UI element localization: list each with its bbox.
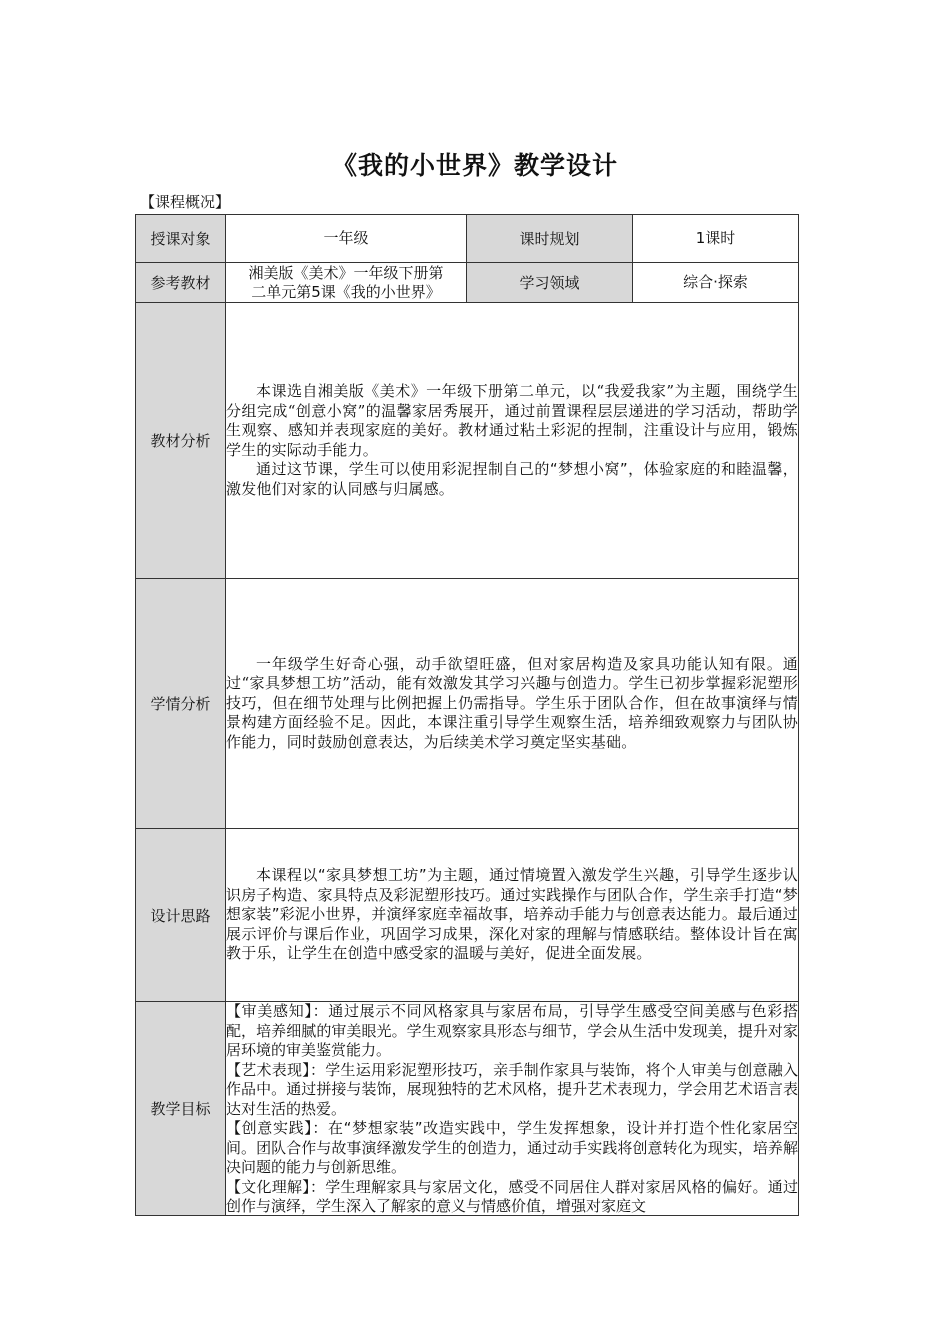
textbook-analysis-para1: 本课选自湘美版《美术》一年级下册第二单元，以“我爱我家”为主题，围绕学生分组完成“创意小窝”的温馨家居秀展开，通过前置课程层层递进的学习活动，帮助学生观察、感知并表现家庭的美好。教材通过粘土彩泥的捏制，注重设计与应用，锻炼学生的实际动手能力。	[226, 382, 798, 459]
goal-aesthetic: 【审美感知】：通过展示不同风格家具与家居布局，引导学生感受空间美感与色彩搭配，培养细腻的审美眼光。学生观察家具形态与细节，学会从生活中发现美，提升对家居环境的审美鉴赏能力。	[226, 1002, 798, 1059]
table-row	[136, 303, 799, 579]
goal-cultural-understanding: 【文化理解】：学生理解家具与家居文化，感受不同居住人群对家居风格的偏好。通过创作与演绎，学生深入了解家的意义与情感价值，增强对家庭文	[226, 1177, 798, 1215]
table-row	[136, 579, 799, 829]
textbook-value	[226, 263, 467, 303]
learner-analysis-content	[226, 579, 799, 829]
teaching-goals-content	[226, 1002, 799, 1216]
table-row	[136, 829, 799, 1002]
textbook-analysis-label: 教材分析	[136, 303, 226, 579]
duration-value: 1课时	[633, 215, 799, 263]
textbook-analysis-content	[226, 303, 799, 579]
textbook-analysis-para2: 通过这节课，学生可以使用彩泥捏制自己的“梦想小窝”，体验家庭的和睦温馨，激发他们对家的认同感与归属感。	[226, 460, 798, 498]
domain-label: 学习领域	[467, 263, 633, 303]
design-idea-para1: 本课程以“家具梦想工坊”为主题，通过情境置入激发学生兴趣，引导学生逐步认识房子构造、家具特点及彩泥塑形技巧。通过实践操作与团队合作，学生亲手打造“梦想家装”彩泥小世界，并演绎家庭幸福故事，培养动手能力与创意表达能力。最后通过展示评价与课后作业，巩固学习成果，深化对家的理解与情感联结。整体设计旨在寓教于乐，让学生在创造中感受家的温暖与美好，促进全面发展。	[226, 866, 798, 963]
section-heading: 【课程概况】	[140, 193, 231, 211]
domain-value: 综合·探索	[633, 263, 799, 303]
page-title: 《我的小世界》教学设计	[331, 151, 618, 180]
design-idea-content	[226, 829, 799, 1002]
textbook-value-line1: 湘美版《美术》一年级下册第	[248, 263, 444, 282]
table-row	[136, 215, 799, 263]
goal-creative-practice: 【创意实践】：在“梦想家装”改造实践中，学生发挥想象，设计并打造个性化家居空间。团队合作与故事演绎激发学生的创造力，通过动手实践将创意转化为现实，培养解决问题的能力与创新思维。	[226, 1119, 798, 1176]
learner-analysis-para1: 一年级学生好奇心强，动手欲望旺盛，但对家居构造及家具功能认知有限。通过“家具梦想工坊”活动，能有效激发其学习兴趣与创造力。学生已初步掌握彩泥塑形技巧，但在细节处理与比例把握上仍需指导。学生乐于团队合作，但在故事演绎与情景构建方面经验不足。因此，本课注重引导学生观察生活，培养细致观察力与团队协作能力，同时鼓励创意表达，为后续美术学习奠定坚实基础。	[226, 654, 798, 751]
textbook-label: 参考教材	[136, 263, 226, 303]
duration-label: 课时规划	[467, 215, 633, 263]
audience-value: 一年级	[226, 215, 467, 263]
teaching-goals-list	[226, 1002, 798, 1215]
learner-analysis-label: 学情分析	[136, 579, 226, 829]
audience-label: 授课对象	[136, 215, 226, 263]
textbook-value-line2: 二单元第5课《我的小世界》	[251, 282, 441, 301]
table-row	[136, 1002, 799, 1216]
table-row	[136, 263, 799, 303]
course-overview-table	[135, 214, 799, 1216]
goal-art-expression: 【艺术表现】：学生运用彩泥塑形技巧，亲手制作家具与装饰，将个人审美与创意融入作品中。通过拼接与装饰，展现独特的艺术风格，提升艺术表现力，学会用艺术语言表达对生活的热爱。	[226, 1060, 798, 1118]
design-idea-label: 设计思路	[136, 829, 226, 1002]
teaching-goals-label: 教学目标	[136, 1002, 226, 1216]
